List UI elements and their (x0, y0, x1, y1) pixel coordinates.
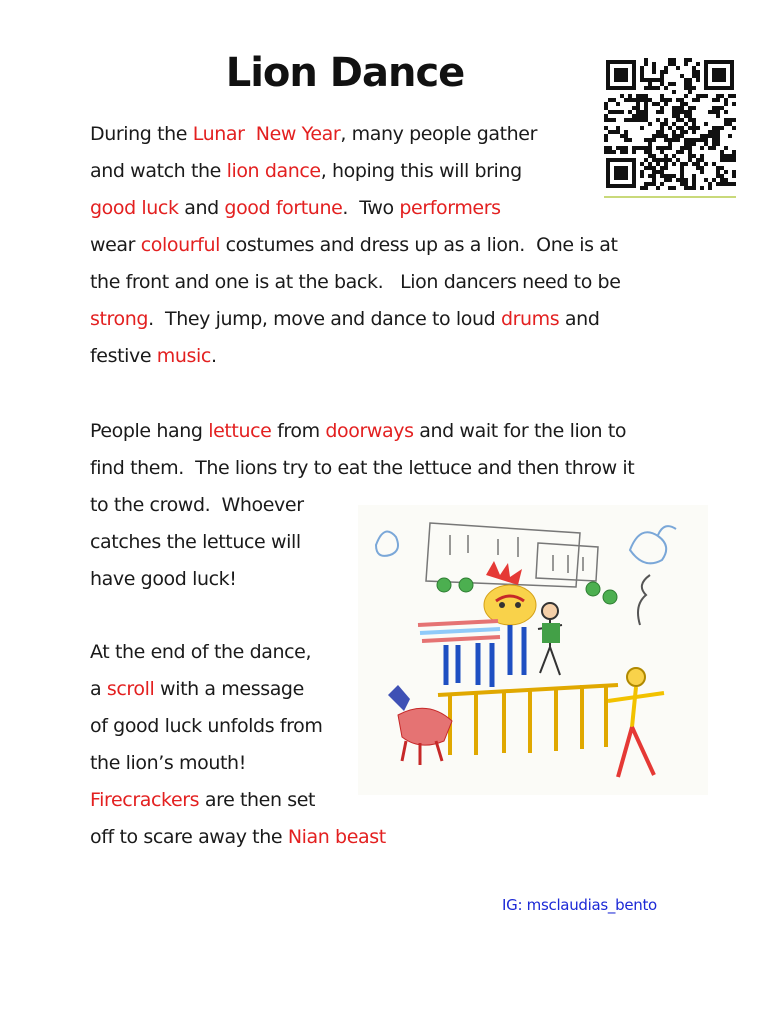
text-line (90, 745, 386, 782)
text-run: catches the lettuce will (90, 531, 301, 553)
keyword: Nian beast (287, 826, 386, 848)
keyword: scroll (106, 678, 155, 700)
text-line (90, 819, 386, 856)
paragraph-ending (90, 634, 386, 856)
text-run: the lion’s mouth! (90, 752, 246, 774)
text-line (90, 338, 621, 375)
text-line (90, 450, 634, 487)
text-run: and wait for the lion to (413, 420, 627, 442)
text-line (90, 190, 621, 227)
text-run: . Two (342, 197, 400, 219)
text-run: a (90, 678, 107, 700)
text-run: People hang (90, 420, 209, 442)
text-line (90, 153, 621, 190)
text-run: , hoping this will bring (320, 160, 522, 182)
text-line (90, 264, 621, 301)
keyword: Firecrackers (90, 789, 200, 811)
keyword: Lunar New Year (192, 123, 341, 145)
keyword: strong (90, 308, 149, 330)
text-run: festive (90, 345, 157, 367)
instagram-credit[interactable]: IG: msclaudias_bento (502, 896, 657, 914)
text-line (90, 227, 621, 264)
keyword: good fortune (224, 197, 343, 219)
keyword: lettuce (208, 420, 272, 442)
text-line (90, 782, 386, 819)
text-run: costumes and dress up as a lion. One is at (219, 234, 618, 256)
child-drawing-lion-dance (358, 505, 708, 795)
text-run: the front and one is at the back. Lion dancers need to be (90, 271, 621, 293)
keyword: good luck (90, 197, 179, 219)
text-run: , many people gather (340, 123, 538, 145)
keyword: music (156, 345, 211, 367)
text-run: find them. The lions try to eat the lettuce and then throw it (90, 457, 635, 479)
text-run: and (559, 308, 600, 330)
keyword: drums (500, 308, 560, 330)
keyword: lion dance (226, 160, 321, 182)
text-line (90, 116, 621, 153)
text-run: and (178, 197, 225, 219)
keyword: doorways (325, 420, 414, 442)
text-line (90, 634, 386, 671)
text-run: have good luck! (90, 568, 237, 590)
text-run: are then set (199, 789, 316, 811)
text-run: to the crowd. Whoever (90, 494, 304, 516)
paragraph-intro (90, 116, 621, 375)
text-line (90, 413, 634, 450)
text-run: with a message (154, 678, 304, 700)
text-run: off to scare away the (90, 826, 288, 848)
text-line (90, 301, 621, 338)
text-run: wear (90, 234, 141, 256)
text-run: of good luck unfolds from (90, 715, 323, 737)
qr-code[interactable] (604, 58, 736, 198)
text-line (90, 708, 386, 745)
text-run: . They jump, move and dance to loud (148, 308, 501, 330)
text-line (90, 671, 386, 708)
keyword: performers (399, 197, 501, 219)
text-run: During the (90, 123, 193, 145)
text-run: . (210, 345, 217, 367)
text-run: and watch the (90, 160, 227, 182)
keyword: colourful (140, 234, 220, 256)
text-run: from (271, 420, 326, 442)
page-title: Lion Dance (225, 50, 465, 96)
text-run: At the end of the dance, (90, 641, 312, 663)
